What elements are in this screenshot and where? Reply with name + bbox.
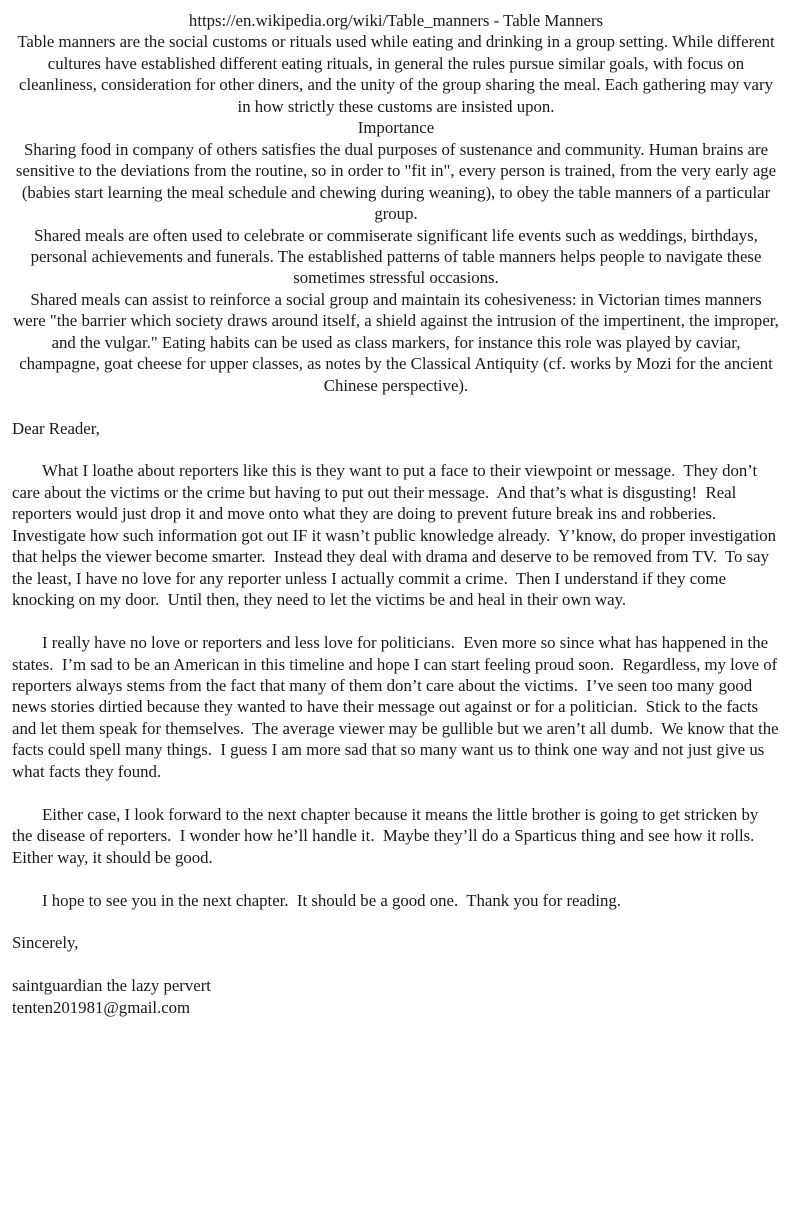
wiki-section-heading: Importance [357,118,435,138]
wiki-paragraph: Shared meals can assist to reinforce a social group and maintain its cohesiveness: in Victorian times manners were "the barrier which society draws around itself, a shield against the intrusion of the impertinent, the improper, and the vulgar." Eating habits can be used as class markers, for instance this role was played by caviar, champagne, goat cheese for upper classes, as notes by the Classical Antiquity (cf. works by Mozi for the ancient Chinese perspective). [13,289,784,395]
wiki-excerpt-section [12,10,784,396]
letter-paragraph: I hope to see you in the next chapter. It should be a good one. Thank you for reading. [42,890,621,910]
letter-section [12,418,783,1019]
source-url-title: https://en.wikipedia.org/wiki/Table_manners - Table Manners [188,11,604,30]
signature-name: saintguardian the lazy pervert [12,976,211,996]
letter-paragraph: What I loathe about reporters like this is they want to put a face to their viewpoint or message. They don’t care about the victims or the crime but having to put out their message. And that’s what is disgusting! Real reporters would just drop it and move onto what they are doing to prevent future break ins and robberies. Investigate how such information got out IF it wasn’t public knowledge already. Y’know, do proper investigation that helps the viewer become smarter. Instead they deal with drama and deserve to be removed from TV. To say the least, I have no love for any reporter unless I actually commit a crime. Then I understand if they come knocking on my door. Until then, they need to let the victims be and heal in their own way. [12,461,781,610]
letter-salutation: Dear Reader, [12,418,100,438]
signature-email: tenten201981@gmail.com [12,997,191,1017]
letter-paragraph: Either case, I look forward to the next chapter because it means the little brother is going to get stricken by the disease of reporters. I wonder how he’ll handle it. Maybe they’ll do a Sparticus thing and see how it rolls. Either way, it should be good. [12,804,763,867]
letter-paragraph: I really have no love or reporters and less love for politicians. Even more so since what has happened in the states. I’m sad to be an American in this timeline and hope I can start feeling proud soon. Regardless, my love of reporters always stems from the fact that many of them don’t care about the victims. I’ve seen too many good news stories dirtied because they wanted to have their message out against or for a politician. Stick to the facts and let them speak for themselves. The average viewer may be gullible but we aren’t all dumb. We know that the facts could spell many things. I guess I am more sad that so many want us to think one way and not just give us what facts they found. [12,633,783,781]
wiki-paragraph: Shared meals are often used to celebrate or commiserate significant life events such as weddings, birthdays, personal achievements and funerals. The established patterns of table manners helps people to navigate these sometimes stressful occasions. [30,225,766,288]
wiki-paragraph: Sharing food in company of others satisfies the dual purposes of sustenance and community. Human brains are sensitive to the deviations from the routine, so in order to "fit in", every person is trained, from the very early age (babies start learning the meal schedule and chewing during weaning), to obey the table manners of a particular group. [15,139,781,224]
wiki-intro-paragraph: Table manners are the social customs or rituals used while eating and drinking in a group setting. While different cultures have established different eating rituals, in general the rules pursue similar goals, with focus on cleanliness, consideration for other diners, and the unity of the group sharing the meal. Each gathering may vary in how strictly these customs are insisted upon. [17,32,779,116]
letter-closing: Sincerely, [12,933,79,953]
